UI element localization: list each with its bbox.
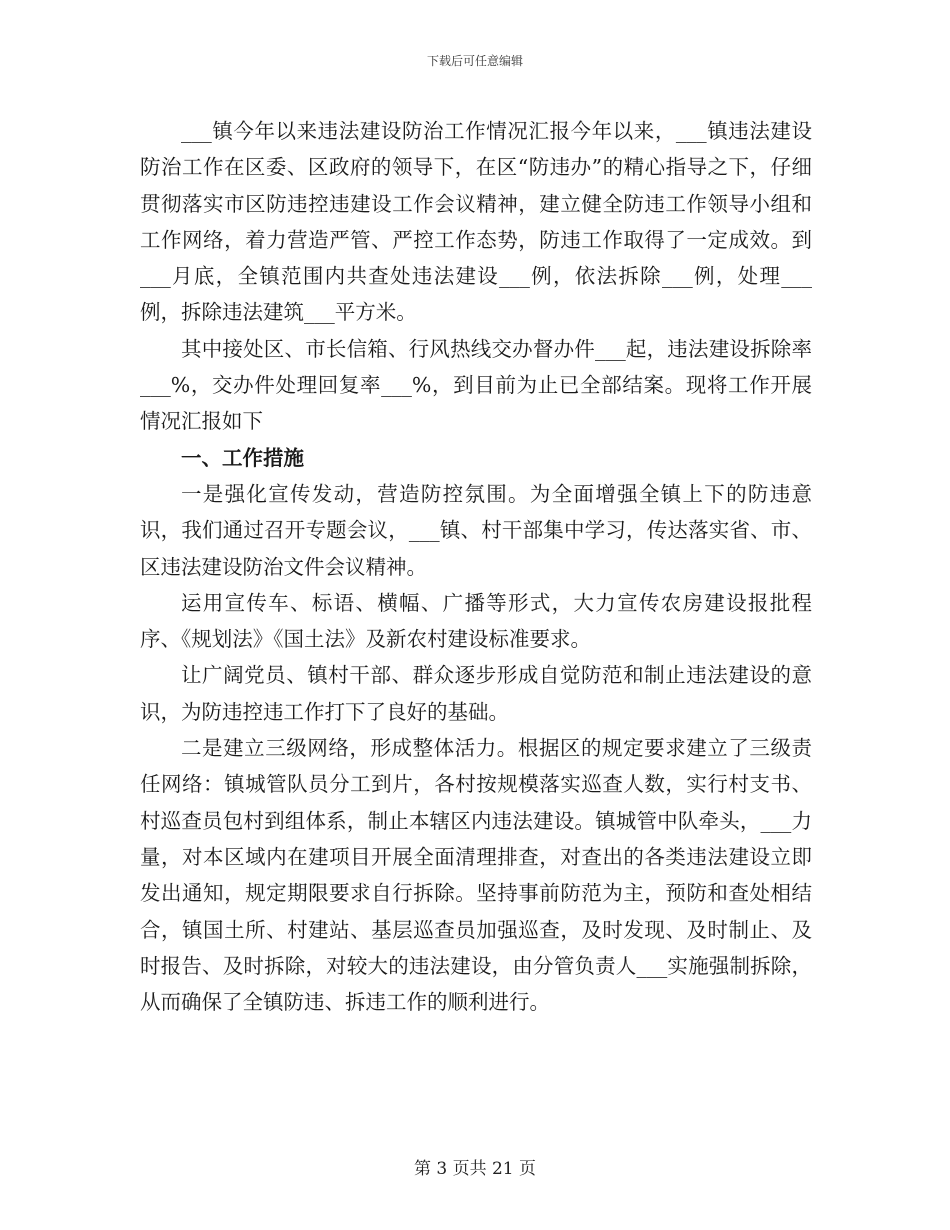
- paragraph-3: 一是强化宣传发动，营造防控氛围。为全面增强全镇上下的防违意识，我们通过召开专题会议，___镇、村干部集中学习，传达落实省、市、区违法建设防治文件会议精神。: [140, 481, 812, 579]
- section-heading-work-measures: 一、工作措施: [181, 445, 304, 470]
- paragraph-6: 二是建立三级网络，形成整体活力。根据区的规定要求建立了三级责任网络：镇城管队员分工到片，各村按规模落实巡查人数，实行村支书、村巡查员包村到组体系，制止本辖区内违法建设。镇城管中队牵头，___力量，对本区域内在建项目开展全面清理排查，对查出的各类违法建设立即发出通知，规定期限要求自行拆除。坚持事前防范为主，预防和查处相结合，镇国土所、村建站、基层巡查员加强巡查，及时发现、及时制止、及时报告、及时拆除，对较大的违法建设，由分管负责人___实施强制拆除，从而确保了全镇防违、拆违工作的顺利进行。: [140, 736, 812, 1015]
- paragraph-5: 让广阔党员、镇村干部、群众逐步形成自觉防范和制止违法建设的意识，为防违控违工作打下了良好的基础。: [140, 663, 812, 724]
- paragraph-2: 其中接处区、市长信箱、行风热线交办督办件___起，违法建设拆除率___%，交办件处理回复率___%，到目前为止已全部结案。现将工作开展情况汇报如下: [140, 336, 812, 434]
- paragraph-4: 运用宣传车、标语、横幅、广播等形式，大力宣传农房建设报批程序、《规划法》《国土法》及新农村建设标准要求。: [140, 590, 812, 652]
- page-header-note: 下载后可任意编辑: [426, 54, 523, 68]
- paragraph-1: ___镇今年以来违法建设防治工作情况汇报今年以来，___镇违法建设防治工作在区委、区政府的领导下，在区“防违办”的精心指导之下，仔细贯彻落实市区防违控违建设工作会议精神，建立健全防违工作领导小组和工作网络，着力营造严管、严控工作态势，防违工作取得了一定成效。到___月底，全镇范围内共查处违法建设___例，依法拆除___例，处理___例，拆除违法建筑___平方米。: [140, 119, 812, 325]
- page-footer-page-number: 第 3 页共 21 页: [413, 1159, 537, 1179]
- document-body: [140, 113, 812, 1020]
